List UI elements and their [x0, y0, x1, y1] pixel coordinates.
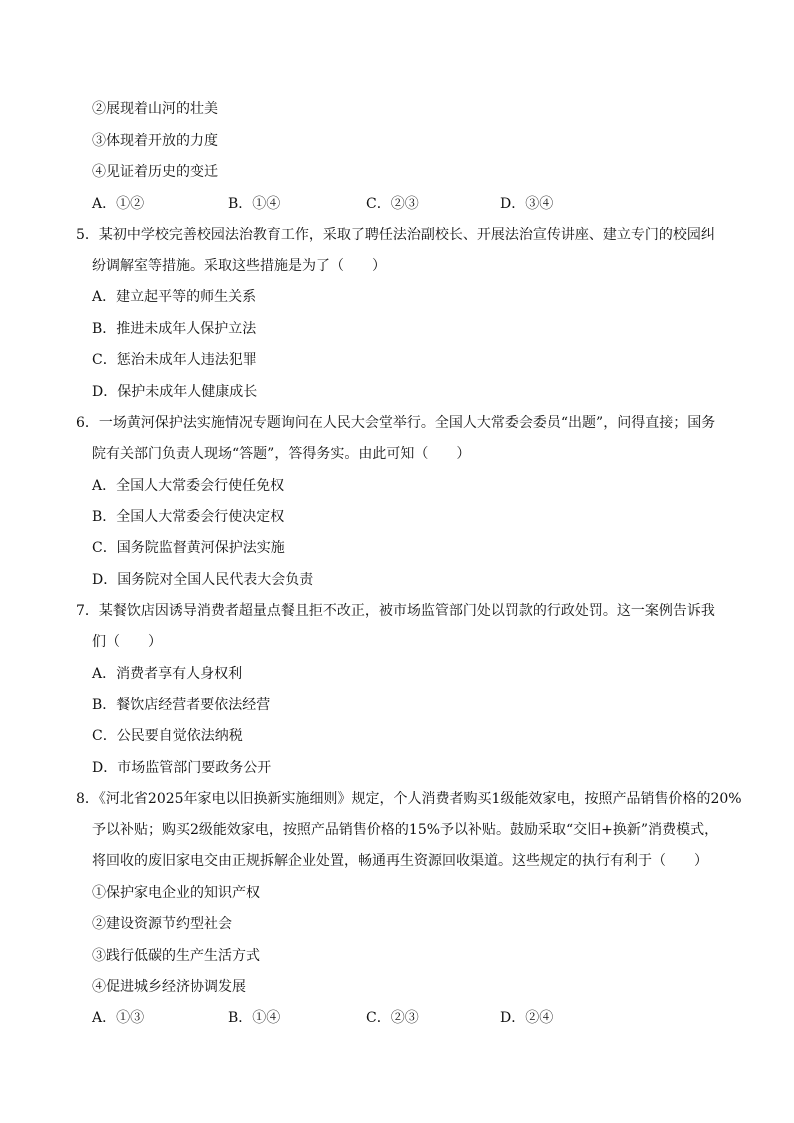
q7-option-b[interactable]: B．餐饮店经营者要依法经营 — [92, 697, 271, 713]
q7-stem-line1: 7．某餐饮店因诱导消费者超量点餐且拒不改正，被市场监管部门处以罚款的行政处罚。这一案例告诉我 — [76, 603, 715, 619]
q7-stem-line2: 们（ ） — [92, 634, 162, 650]
q7-option-d[interactable]: D．市场监管部门要政务公开 — [92, 760, 272, 776]
q4-option-b[interactable]: B．①④ — [228, 196, 281, 212]
q4-options-row — [0, 194, 794, 214]
q8-option-d[interactable]: D．②④ — [500, 1010, 554, 1026]
q4-item-3: ③体现着开放的力度 — [92, 133, 218, 149]
q6-stem-line1: 6．一场黄河保护法实施情况专题询问在人民大会堂举行。全国人大常委会委员“出题”，问得直接；国务 — [76, 415, 716, 431]
q4-option-c[interactable]: C．②③ — [366, 196, 419, 212]
q8-item-3: ③践行低碳的生产生活方式 — [92, 948, 260, 964]
q7-option-a[interactable]: A．消费者享有人身权利 — [92, 666, 243, 682]
q8-option-c[interactable]: C．②③ — [366, 1010, 419, 1026]
q8-stem-line3: 将回收的废旧家电交由正规拆解企业处置，畅通再生资源回收渠道。这些规定的执行有利于（ ） — [92, 853, 708, 869]
q8-stem-line1: 8．《河北省2025年家电以旧换新实施细则》规定，个人消费者购买1级能效家电，按照产品销售价格的20% — [76, 791, 742, 807]
q6-option-a[interactable]: A．全国人大常委会行使任免权 — [92, 478, 285, 494]
q4-item-2: ②展现着山河的壮美 — [92, 101, 218, 117]
q5-option-a[interactable]: A．建立起平等的师生关系 — [92, 289, 257, 305]
q5-stem-line1: 5．某初中学校完善校园法治教育工作，采取了聘任法治副校长、开展法治宣传讲座、建立专门的校园纠 — [76, 227, 715, 243]
q4-option-a[interactable]: A．①② — [92, 196, 145, 212]
q8-item-1: ①保护家电企业的知识产权 — [92, 885, 260, 901]
q8-item-2: ②建设资源节约型社会 — [92, 916, 232, 932]
q8-stem-line2: 予以补贴；购买2级能效家电，按照产品销售价格的15%予以补贴。鼓励采取“交旧+换新”消费模式， — [92, 822, 719, 838]
q5-option-c[interactable]: C．惩治未成年人违法犯罪 — [92, 352, 257, 368]
q8-options-row — [0, 1008, 794, 1028]
q8-option-a[interactable]: A．①③ — [92, 1010, 145, 1026]
q8-item-4: ④促进城乡经济协调发展 — [92, 979, 246, 995]
q4-item-4: ④见证着历史的变迁 — [92, 164, 218, 180]
q6-option-b[interactable]: B．全国人大常委会行使决定权 — [92, 509, 285, 525]
q5-option-d[interactable]: D．保护未成年人健康成长 — [92, 384, 258, 400]
q6-option-c[interactable]: C．国务院监督黄河保护法实施 — [92, 540, 285, 556]
q4-option-d[interactable]: D．③④ — [500, 196, 554, 212]
q8-option-b[interactable]: B．①④ — [228, 1010, 281, 1026]
q5-stem-line2: 纷调解室等措施。采取这些措施是为了（ ） — [92, 258, 386, 274]
q5-option-b[interactable]: B．推进未成年人保护立法 — [92, 321, 257, 337]
q7-option-c[interactable]: C．公民要自觉依法纳税 — [92, 728, 243, 744]
q6-stem-line2: 院有关部门负责人现场“答题”，答得务实。由此可知（ ） — [92, 446, 471, 462]
q6-option-d[interactable]: D．国务院对全国人民代表大会负责 — [92, 572, 314, 588]
